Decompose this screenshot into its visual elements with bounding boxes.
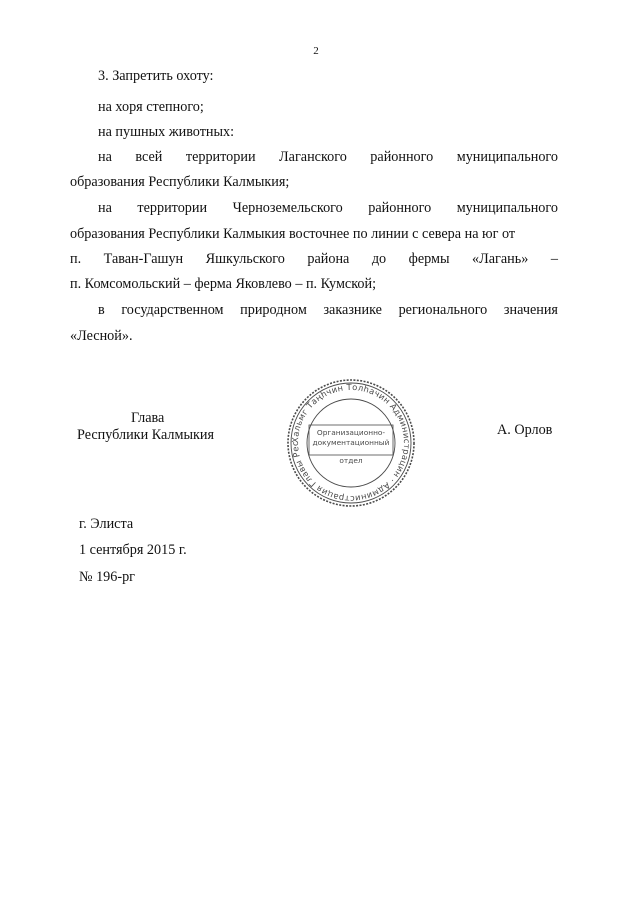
paragraph-steppe-polecat: на хоря степного;	[98, 99, 204, 115]
word: Черноземельского	[232, 200, 343, 216]
paragraph-chernozemelsky-line3	[70, 251, 558, 268]
official-seal-stamp	[285, 377, 417, 509]
signature-title-line2: Республики Калмыкия	[77, 427, 215, 443]
paragraph-chernozemelsky-line1	[98, 200, 558, 217]
word: «Лагань»	[472, 251, 529, 267]
seal-outer-text: Хальмг Таңһчин Толһачин Администрацин · Администрация Главы Рес	[289, 381, 413, 505]
word: муниципального	[456, 200, 558, 216]
word: –	[550, 251, 558, 267]
seal-inner-line2: документационный	[312, 438, 390, 447]
seal-graphic	[285, 377, 417, 509]
paragraph-hunting-ban: 3. Запретить охоту:	[98, 68, 214, 84]
word: на	[98, 200, 112, 216]
document-city: г. Элиста	[79, 516, 134, 532]
word: п.	[70, 251, 82, 267]
word: Таван-Гашун	[103, 251, 184, 267]
word: районного	[368, 200, 432, 216]
word: государственном	[121, 302, 224, 318]
word: на	[98, 149, 112, 165]
signatory-name: А. Орлов	[497, 422, 553, 438]
page-number: 2	[313, 45, 319, 57]
word: территории	[185, 149, 256, 165]
word: районного	[370, 149, 434, 165]
word: значения	[503, 302, 558, 318]
word: заказнике	[323, 302, 382, 318]
word: района	[307, 251, 350, 267]
seal-inner-line1: Организационно-	[316, 428, 386, 437]
paragraph-lagan-line1	[98, 149, 558, 166]
seal-inner-line3: отдел	[339, 456, 363, 465]
word: фермы	[408, 251, 450, 267]
paragraph-chernozemelsky-line2: образования Республики Калмыкия восточнее по линии с севера на юг от	[70, 226, 516, 242]
paragraph-chernozemelsky-line4: п. Комсомольский – ферма Яковлево – п. Кумской;	[70, 276, 377, 292]
word: регионального	[398, 302, 488, 318]
paragraph-lagan-line2: образования Республики Калмыкия;	[70, 174, 290, 190]
word: муниципального	[456, 149, 558, 165]
word: Яшкульского	[205, 251, 285, 267]
word: Лаганского	[279, 149, 347, 165]
word: природном	[240, 302, 307, 318]
word: до	[371, 251, 387, 267]
paragraph-lesnoy-line1	[98, 302, 558, 319]
signature-title-line1: Глава	[131, 410, 165, 426]
word: в	[98, 302, 105, 318]
document-date: 1 сентября 2015 г.	[79, 542, 187, 558]
document-number: № 196-рг	[79, 569, 136, 585]
paragraph-lesnoy-line2: «Лесной».	[70, 328, 133, 344]
paragraph-fur-animals: на пушных животных:	[98, 124, 235, 140]
word: всей	[135, 149, 163, 165]
word: территории	[137, 200, 208, 216]
